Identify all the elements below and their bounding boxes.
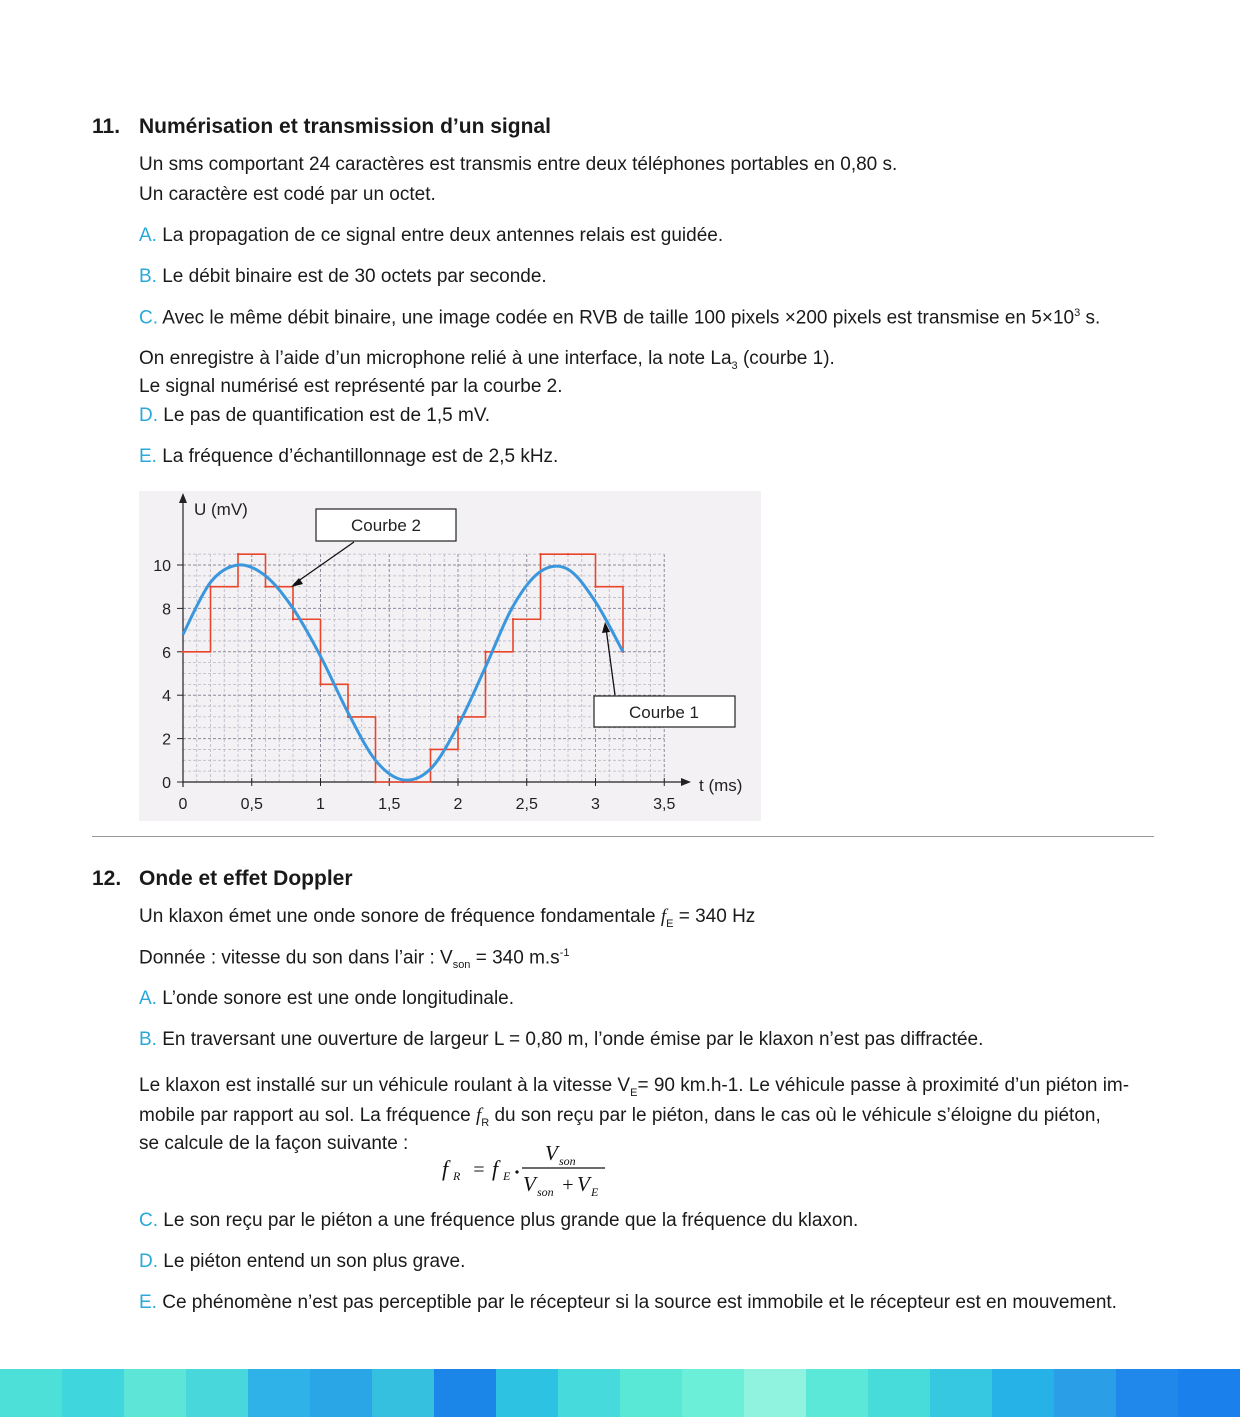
formula-den-ve: V [577, 1172, 590, 1196]
subscript: 3 [731, 359, 738, 372]
y-axis-arrow-icon [179, 493, 187, 503]
intro-text-end: = 340 Hz [673, 906, 756, 927]
x-tick-label: 0 [178, 796, 188, 813]
option-letter: B. [139, 266, 157, 287]
footer-color-block [372, 1369, 434, 1417]
data-text: Donnée : vitesse du son dans l’air : V [139, 947, 453, 969]
signal-chart [139, 491, 761, 821]
formula-plus: + [561, 1174, 575, 1196]
doppler-formula [440, 1140, 615, 1207]
option-letter: A. [139, 225, 157, 246]
option-letter: B. [139, 1029, 157, 1050]
courbe1-callout-label: Courbe 1 [629, 703, 699, 722]
formula-num-sub: son [559, 1154, 576, 1168]
q11-title: Numérisation et transmission d’un signal [139, 115, 551, 138]
para-text-end: = 90 km.h-1. Le véhicule passe à proximité d’un piéton im- [637, 1075, 1130, 1096]
footer-color-block [186, 1369, 248, 1417]
footer-color-block [62, 1369, 124, 1417]
y-axis-label: U (mV) [194, 500, 248, 519]
q11-option-b [139, 266, 547, 288]
x-axis-label: t (ms) [699, 776, 743, 795]
q12-option-e [139, 1292, 1117, 1314]
courbe2-series-line [183, 554, 623, 782]
courbe2-point [484, 651, 486, 653]
intro-text: Un klaxon émet une onde sonore de fréquence fondamentale [139, 906, 661, 927]
x-axis-arrow-icon [681, 778, 691, 786]
footer-color-block [744, 1369, 806, 1417]
formula-fe: f [492, 1156, 499, 1181]
x-tick-label: 3,5 [653, 796, 676, 813]
option-text-end: s. [1080, 307, 1101, 329]
y-tick-label: 10 [153, 558, 171, 575]
y-tick-label: 8 [162, 601, 171, 619]
para-text-end: du son reçu par le piéton, dans le cas où le véhicule s’éloigne du piéton, [489, 1105, 1101, 1126]
option-text: Ce phénomène n’est pas perceptible par le récepteur si la source est immobile et le récepteur est en mouvement. [162, 1292, 1117, 1313]
footer-color-block [496, 1369, 558, 1417]
x-tick-label: 1,5 [378, 796, 401, 813]
y-tick-label: 4 [162, 688, 171, 706]
formula-equals: = [472, 1159, 486, 1181]
exponent: 3 [1074, 307, 1081, 319]
q11-number: 11. [92, 115, 121, 138]
q12-paragraph-1 [139, 1075, 1129, 1099]
footer-color-block [992, 1369, 1054, 1417]
courbe2-point [182, 651, 184, 653]
footer-color-block [248, 1369, 310, 1417]
courbe2-point [567, 553, 569, 555]
subscript: E [666, 917, 674, 930]
q12-number: 12. [92, 867, 122, 890]
option-letter: E. [139, 1292, 157, 1313]
footer-color-block [1178, 1369, 1240, 1417]
formula-fr: f [442, 1156, 449, 1181]
option-text: La propagation de ce signal entre deux antennes relais est guidée. [162, 225, 724, 246]
q12-heading [92, 867, 353, 891]
f-symbol: f [660, 906, 667, 927]
formula-den-sub: son [537, 1185, 554, 1199]
q11-option-a [139, 225, 723, 247]
option-text: Le pas de quantification est de 1,5 mV. [163, 405, 491, 426]
courbe2-point [429, 748, 431, 750]
q11-context-1 [139, 348, 835, 372]
q12-option-a [139, 988, 514, 1010]
option-letter: A. [139, 988, 157, 1009]
x-tick-label: 2,5 [515, 796, 538, 813]
q12-option-d [139, 1251, 465, 1273]
option-text: Le son reçu par le piéton a une fréquence plus grande que la fréquence du klaxon. [163, 1210, 859, 1231]
footer-color-block [620, 1369, 682, 1417]
section-divider [92, 836, 1154, 837]
chart-svg [139, 491, 761, 821]
q12-intro [139, 906, 755, 930]
q12-title: Onde et effet Doppler [139, 867, 353, 890]
option-letter: C. [139, 1210, 158, 1231]
x-tick-label: 3 [591, 796, 600, 813]
option-text: Avec le même débit binaire, une image codée en RVB de taille 100 pixels ×200 pixels est transmise en 5×10 [162, 307, 1075, 329]
courbe2-point [594, 586, 596, 588]
option-text: L’onde sonore est une onde longitudinale. [162, 988, 515, 1009]
courbe2-point [539, 553, 541, 555]
footer-color-block [806, 1369, 868, 1417]
courbe1-callout-arrow [606, 628, 615, 695]
footer-color-block [682, 1369, 744, 1417]
footer-color-block [434, 1369, 496, 1417]
footer-color-block [310, 1369, 372, 1417]
q12-paragraph-3: se calcule de la façon suivante : [139, 1133, 409, 1154]
data-text-mid: = 340 m.s [470, 947, 560, 969]
courbe2-callout-arrow [294, 542, 354, 584]
q11-option-d [139, 405, 490, 427]
subscript: R [481, 1116, 490, 1129]
courbe2-point [292, 618, 294, 620]
x-tick-label: 1 [316, 796, 325, 813]
formula-svg [440, 1140, 615, 1202]
footer-color-block [1054, 1369, 1116, 1417]
q11-context-2: Le signal numérisé est représenté par la courbe 2. [139, 376, 563, 397]
courbe2-callout-label: Courbe 2 [351, 516, 421, 535]
courbe2-point [512, 618, 514, 620]
footer-color-block [558, 1369, 620, 1417]
courbe2-point [457, 716, 459, 718]
formula-numerator: V [545, 1141, 558, 1165]
courbe2-point [237, 553, 239, 555]
courbe2-point [319, 683, 321, 685]
footer-color-block [1116, 1369, 1178, 1417]
formula-den-v: V [523, 1172, 536, 1196]
q12-option-b [139, 1029, 983, 1051]
q11-option-c [139, 307, 1100, 329]
subscript: son [452, 959, 471, 972]
y-tick-label: 6 [162, 644, 171, 662]
option-text: En traversant une ouverture de largeur L = 0,80 m, l’onde émise par le klaxon n’est pas diffractée. [162, 1029, 984, 1050]
formula-fe-sub: E [503, 1169, 511, 1183]
footer-color-block [124, 1369, 186, 1417]
context-text: On enregistre à l’aide d’un microphone relié à une interface, la note La [139, 348, 732, 369]
exponent: -1 [559, 947, 570, 959]
courbe1-series-line [183, 565, 623, 780]
footer-color-block [868, 1369, 930, 1417]
option-text: Le piéton entend un son plus grave. [163, 1251, 466, 1272]
courbe2-point [264, 586, 266, 588]
q12-paragraph-2 [139, 1105, 1101, 1129]
para-text: mobile par rapport au sol. La fréquence [139, 1105, 476, 1126]
q11-intro-2: Un caractère est codé par un octet. [139, 184, 436, 205]
option-letter: D. [139, 405, 158, 426]
para-text: Le klaxon est installé sur un véhicule roulant à la vitesse V [139, 1075, 631, 1096]
option-text: La fréquence d’échantillonnage est de 2,5 kHz. [162, 446, 559, 467]
q12-data [139, 947, 569, 971]
q11-option-e [139, 446, 558, 468]
option-letter: C. [139, 307, 158, 329]
f-symbol: f [475, 1105, 482, 1126]
context-text-end: (courbe 1). [737, 348, 835, 369]
q11-heading [92, 115, 551, 139]
x-tick-label: 2 [453, 796, 463, 813]
formula-fr-sub: R [453, 1169, 461, 1183]
option-text: Le débit binaire est de 30 octets par seconde. [162, 266, 547, 287]
y-tick-label: 0 [162, 775, 171, 792]
formula-dot [515, 1170, 518, 1173]
footer-color-block [0, 1369, 62, 1417]
option-letter: D. [139, 1251, 158, 1272]
q12-option-c [139, 1210, 858, 1232]
footer-color-band [0, 1369, 1240, 1417]
q11-intro-1: Un sms comportant 24 caractères est transmis entre deux téléphones portables en 0,80 s. [139, 154, 898, 175]
subscript: E [630, 1086, 638, 1099]
option-letter: E. [139, 446, 157, 467]
y-tick-label: 2 [162, 731, 171, 749]
x-tick-label: 0,5 [240, 796, 263, 813]
courbe2-point [374, 781, 376, 783]
footer-color-block [930, 1369, 992, 1417]
formula-den-ve-sub: E [591, 1185, 599, 1199]
